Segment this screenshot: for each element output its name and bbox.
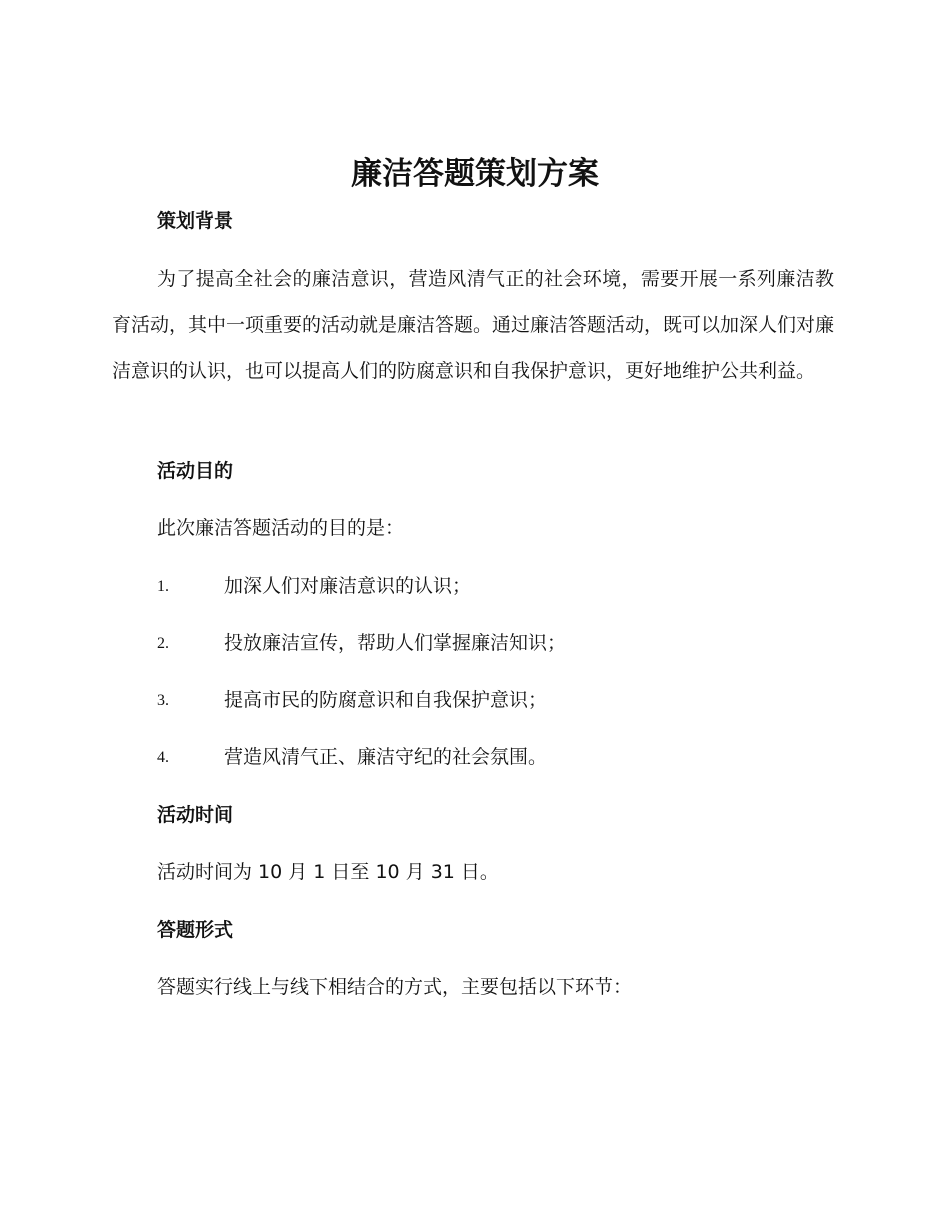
format-text: 答题实行线上与线下相结合的方式，主要包括以下环节：: [157, 976, 633, 998]
section-heading-format: 答题形式: [157, 919, 234, 941]
list-item-text: 营造风清气正、廉洁守纪的社会氛围。: [224, 746, 548, 768]
list-item-text: 加深人们对廉洁意识的认识；: [224, 575, 472, 597]
list-item: [157, 686, 857, 714]
list-item-number: 4.: [157, 749, 169, 766]
list-item-text: 投放廉洁宣传，帮助人们掌握廉洁知识；: [224, 632, 567, 654]
purpose-intro: 此次廉洁答题活动的目的是：: [157, 517, 405, 539]
list-item-text: 提高市民的防腐意识和自我保护意识；: [224, 689, 548, 711]
background-paragraph: 为了提高全社会的廉洁意识，营造风清气正的社会环境，需要开展一系列廉洁教育活动，其中一项重要的活动就是廉洁答题。通过廉洁答题活动，既可以加深人们对廉洁意识的认识，也可以提高人们的防腐意识和自我保护意识，更好地维护公共利益。: [112, 268, 835, 382]
section-heading-purpose: 活动目的: [157, 460, 234, 482]
list-item-number: 3.: [157, 692, 169, 709]
list-item-number: 1.: [157, 578, 169, 595]
section-heading-background: 策划背景: [157, 210, 234, 232]
list-item: [157, 743, 857, 771]
list-item: [157, 572, 857, 600]
list-item: [157, 629, 857, 657]
section-heading-time: 活动时间: [157, 804, 234, 826]
time-text: 活动时间为 10 月 1 日至 10 月 31 日。: [157, 861, 499, 883]
list-item-number: 2.: [157, 635, 169, 652]
document-title: 廉洁答题策划方案: [351, 156, 599, 192]
